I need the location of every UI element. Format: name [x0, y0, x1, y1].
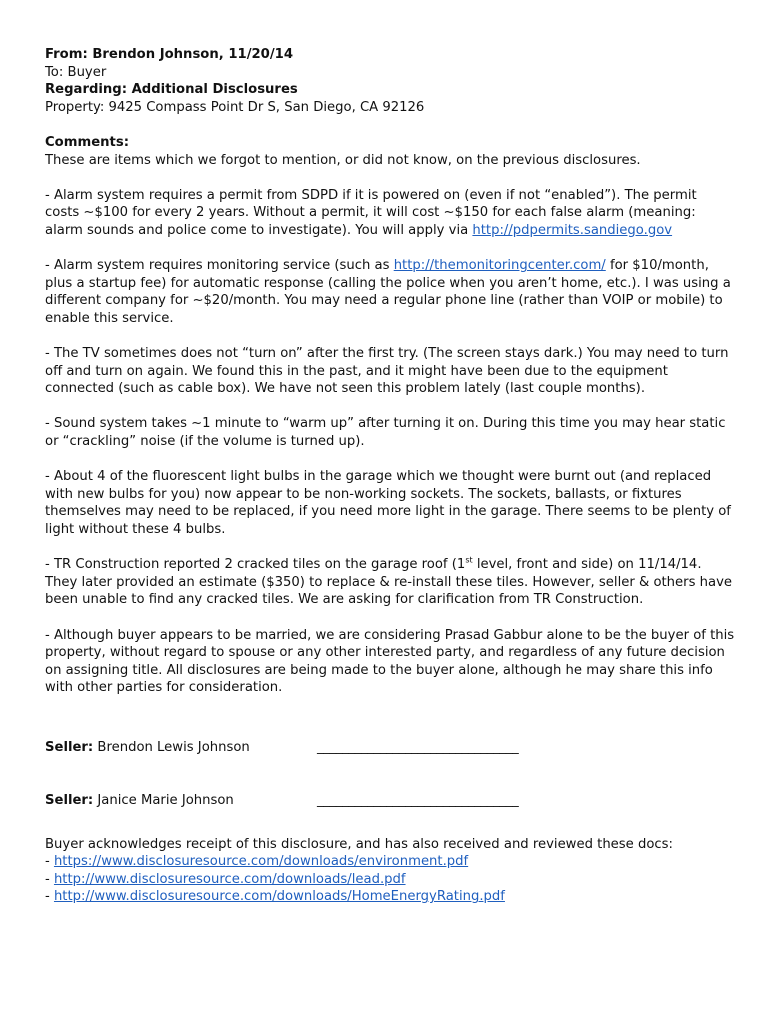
item-alarm-monitoring-text-after: for $10/month, plus a startup fee) for automatic response (calling the police when you aren’t home, etc.). I was using a different company for ~$20/month. You may need a regular phone line (rather than VOIP or mobile) to enable this service. — [45, 258, 731, 326]
doc-list-item — [45, 853, 735, 871]
doc-bullet: - — [45, 871, 54, 887]
signature-line: ________________________________ — [317, 739, 519, 755]
pdpermits-link[interactable]: http://pdpermits.sandiego.gov — [472, 222, 673, 238]
environment-pdf-link[interactable]: https://www.disclosuresource.com/downloads/environment.pdf — [53, 854, 469, 870]
regarding-line: Regarding: Additional Disclosures — [45, 82, 298, 98]
signature-row-janice — [45, 792, 735, 810]
comments-intro: These are items which we forgot to mention, or did not know, on the previous disclosures. — [45, 152, 641, 168]
lead-pdf-link[interactable]: http://www.disclosuresource.com/downloads/lead.pdf — [53, 871, 406, 887]
item-roof-text-before: - TR Construction reported 2 cracked tiles on the garage roof (1 — [45, 557, 466, 573]
item-alarm-monitoring — [45, 257, 735, 327]
seller-name: Brendon Lewis Johnson — [97, 739, 250, 755]
item-alarm-permit-text: - Alarm system requires a permit from SDPD if it is powered on (even if not “enabled”). The permit costs ~$100 for every 2 years. Without a permit, it will cost ~$150 for each false alarm (meaning: alarm sounds and police come to investigate). You will apply via — [45, 187, 697, 238]
monitoring-center-link[interactable]: http://themonitoringcenter.com/ — [393, 258, 606, 274]
seller-label: Seller: — [45, 792, 94, 808]
doc-list-item — [45, 871, 735, 889]
signature-line: ________________________________ — [317, 792, 519, 808]
item-roof-text-after: level, front and side) on 11/14/14. They later provided an estimate ($350) to replace & re-install these tiles. However, seller & others have been unable to find any cracked tiles. We are asking for clarification from TR Construction. — [45, 557, 732, 608]
home-energy-rating-pdf-link[interactable]: http://www.disclosuresource.com/downloads/HomeEnergyRating.pdf — [53, 889, 505, 905]
item-alarm-monitoring-text-before: - Alarm system requires monitoring service (such as — [45, 258, 394, 274]
from-line: From: Brendon Johnson, 11/20/14 — [45, 47, 294, 62]
item-buyer: - Although buyer appears to be married, we are considering Prasad Gabbur alone to be the buyer of this property, without regard to spouse or any other interested party, and regardless of any future decision on assigning title. All disclosures are being made to the buyer alone, although he may share this info with other parties for consideration. — [45, 627, 735, 696]
disclosure-document — [45, 46, 735, 906]
doc-bullet: - — [45, 854, 54, 870]
seller-label: Seller: — [45, 739, 94, 755]
comments-heading: Comments: — [45, 134, 129, 150]
signature-row-brendon — [45, 739, 735, 757]
item-alarm-permit — [45, 187, 735, 240]
doc-bullet: - — [45, 889, 54, 905]
property-line: Property: 9425 Compass Point Dr S, San Diego, CA 92126 — [45, 99, 425, 115]
to-line: To: Buyer — [45, 64, 107, 80]
seller-name: Janice Marie Johnson — [97, 792, 234, 808]
ordinal-superscript: st — [465, 555, 473, 565]
acknowledgement-text: Buyer acknowledges receipt of this disclosure, and has also received and reviewed these docs: — [45, 836, 673, 852]
item-lights: - About 4 of the fluorescent light bulbs in the garage which we thought were burnt out (and replaced with new bulbs for you) now appear to be non-working sockets. The sockets, ballasts, or fixtures themselves may need to be replaced, if you need more light in the garage. There seems to be plenty of light without these 4 bulbs. — [45, 469, 731, 538]
item-roof — [45, 556, 735, 609]
doc-list-item — [45, 888, 735, 906]
item-sound: - Sound system takes ~1 minute to “warm up” after turning it on. During this time you may hear static or “crackling” noise (if the volume is turned up). — [45, 416, 726, 450]
item-tv: - The TV sometimes does not “turn on” after the first try. (The screen stays dark.) You may need to turn off and turn on again. We found this in the past, and it might have been due to the equipment connected (such as cable box). We have not seen this problem lately (last couple months). — [45, 346, 729, 397]
